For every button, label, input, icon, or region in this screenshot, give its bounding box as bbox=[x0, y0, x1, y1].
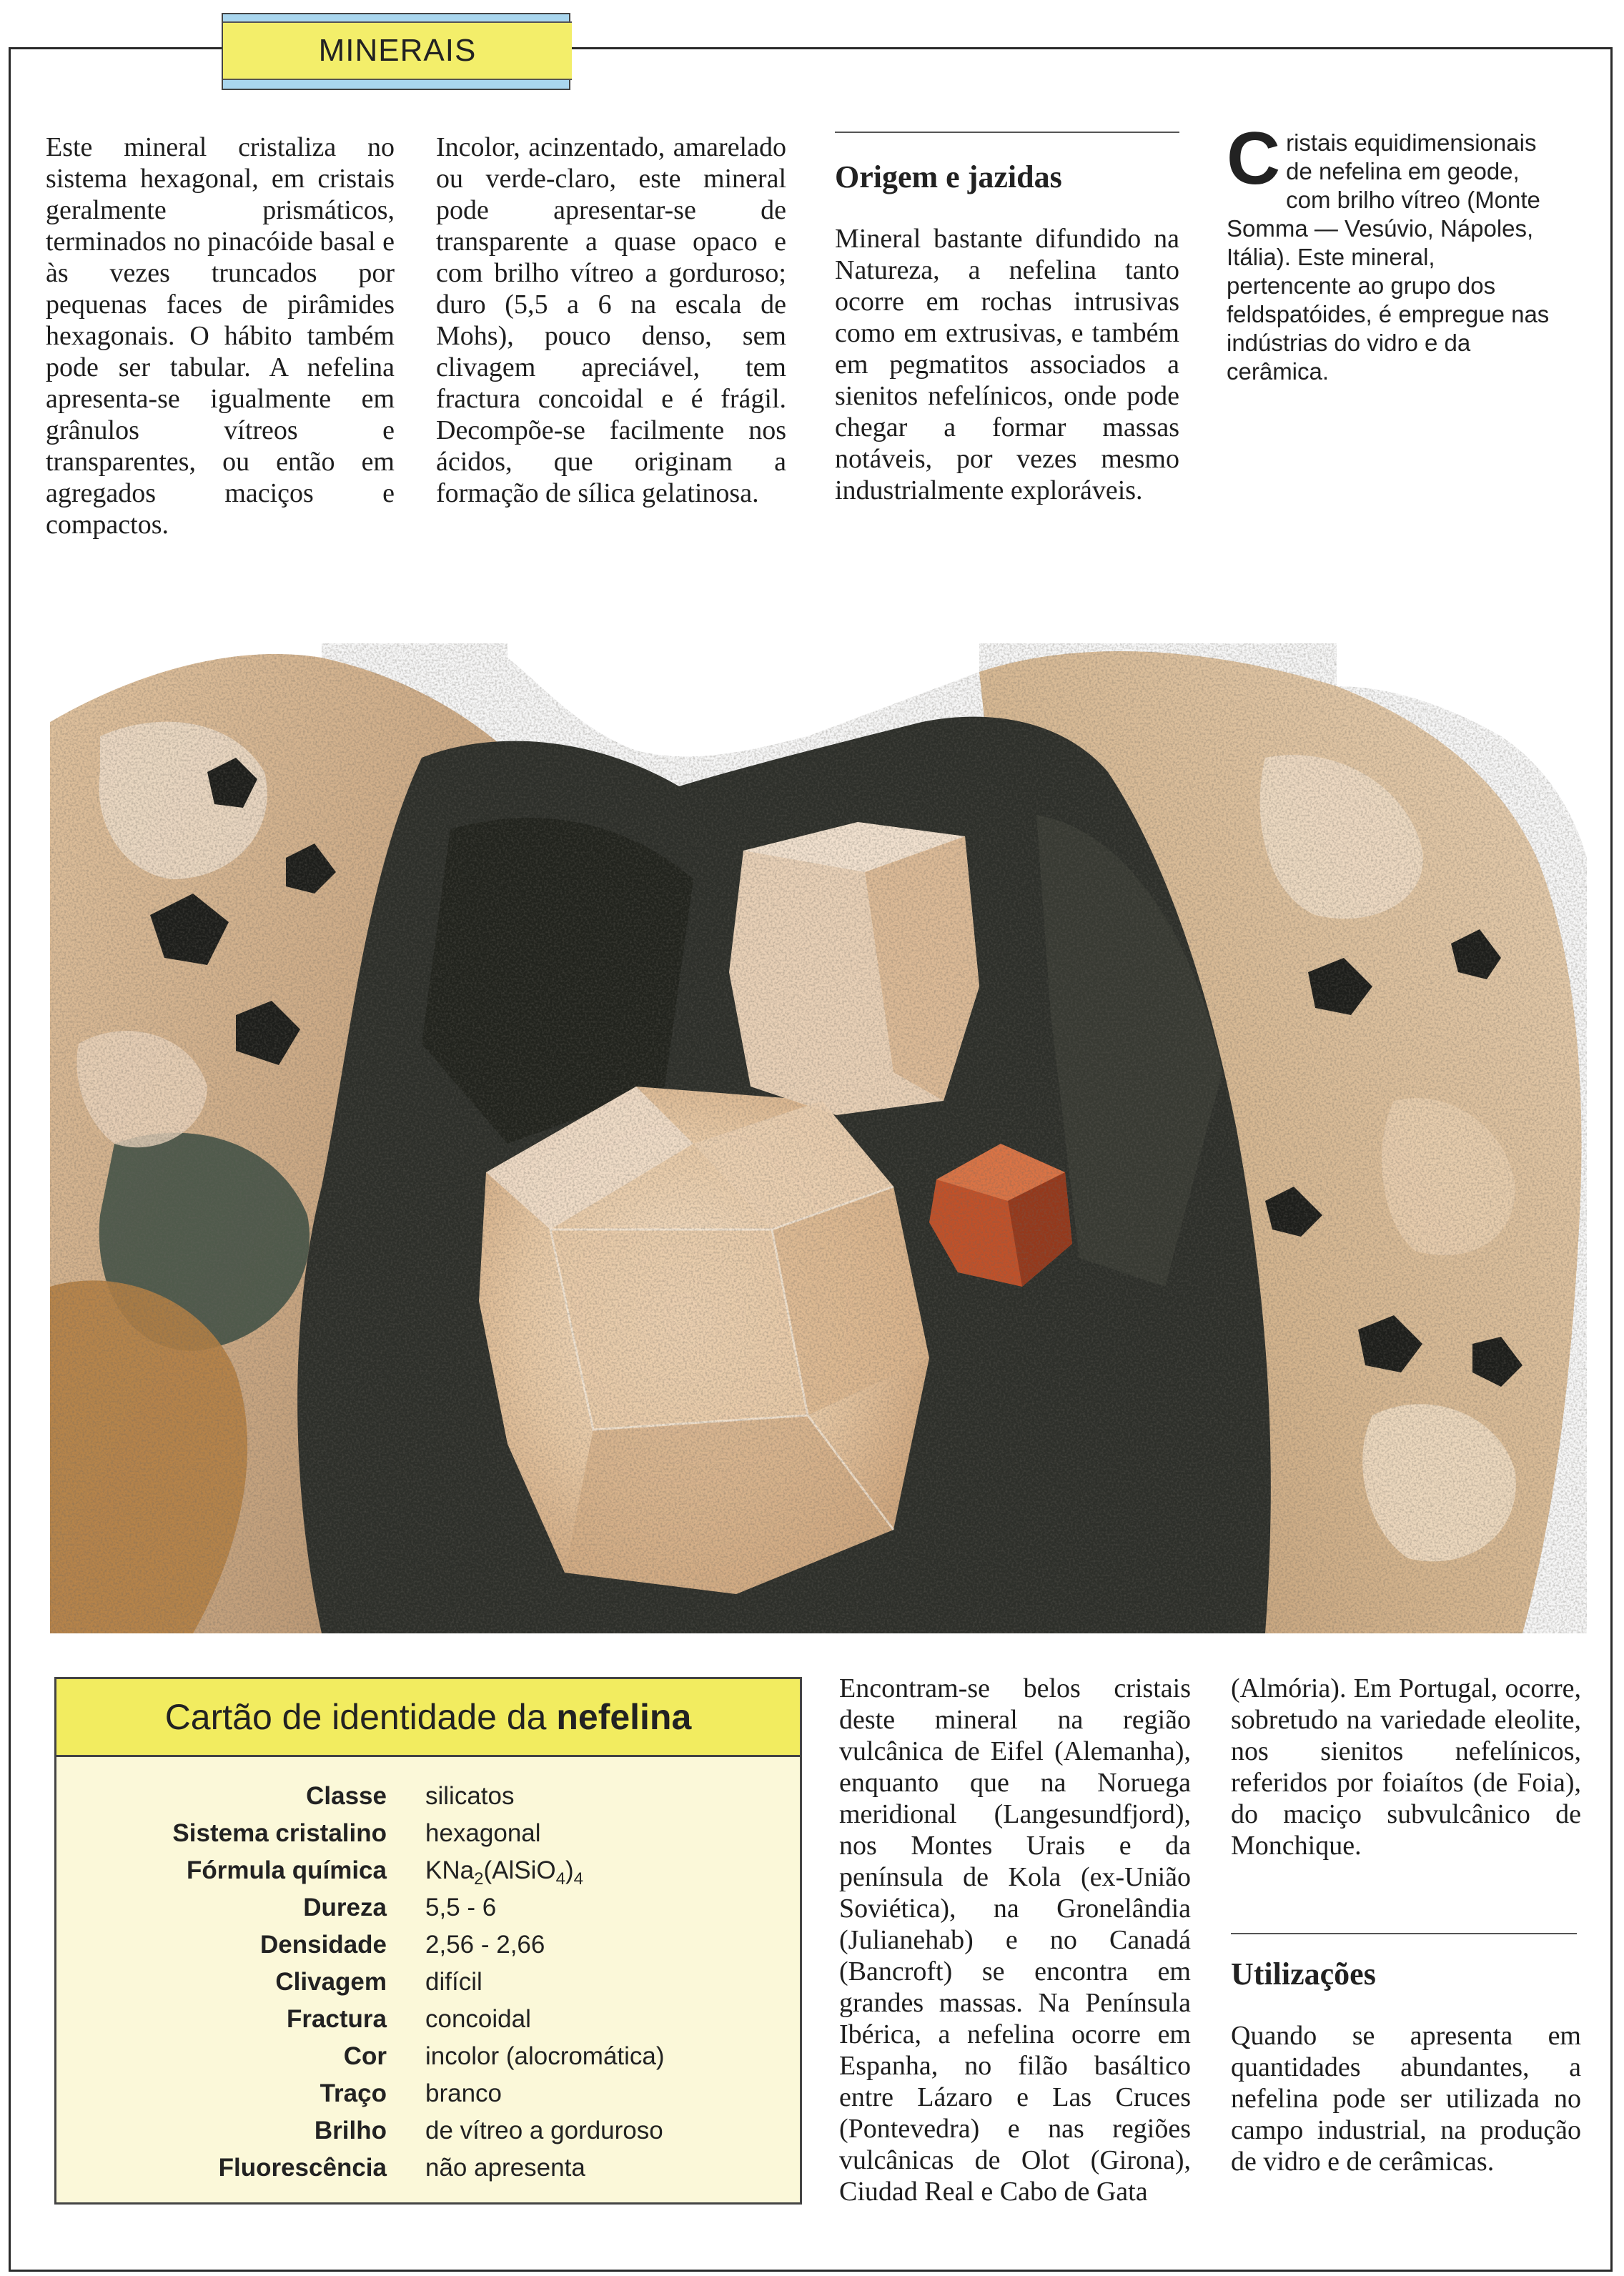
identity-card-title-prefix: Cartão de identidade da bbox=[164, 1697, 557, 1737]
origem-text: Mineral bastante difundido na Natureza, a nefelina tanto ocorre em rochas intrusivas como em extrusivas, e também em pegmatitos associados a sienitos nefelínicos, onde pode chegar a formar massas notáveis, por vezes mesmo industrialmente exploráveis. bbox=[835, 224, 1179, 505]
jazidas-column bbox=[839, 1673, 1191, 2207]
id-value: hexagonal bbox=[425, 1819, 541, 1847]
jazidas-text: Encontram-se belos cristais deste mineral na região vulcânica de Eifel (Alemanha), enquanto que na Noruega meridional (Langesundfjord), nos Montes Urais e da península de Kola (ex-União Soviética), na Gronelândia (Julianehab) e no Canadá (Bancroft) se encontra em grandes massas. Na Península Ibérica, a nefelina ocorre em Espanha, no filão basáltico entre Lázaro e Las Cruces (Pontevedra) e nas regiões vulcânicas de Olot (Girona), Ciudad Real e Cabo de Gata bbox=[839, 1673, 1191, 2207]
caption-text: ristais equidimensionais de nefelina em geode, com brilho vítreo (Monte Somma — Vesúvio, Nápoles, Itália). Este mineral, pertencente ao grupo dos feldspatóides, é empregue nas indústrias do vidro e da cerâmica. bbox=[1227, 129, 1550, 385]
id-value: de vítreo a gorduroso bbox=[425, 2117, 663, 2144]
id-value: silicatos bbox=[425, 1782, 515, 1810]
id-label: Densidade bbox=[260, 1931, 387, 1959]
id-row-fractura bbox=[56, 2001, 800, 2038]
utilizacoes-column bbox=[1231, 2020, 1581, 2177]
id-row-classe bbox=[56, 1778, 800, 1815]
portugal-text: (Almória). Em Portugal, ocorre, sobretudo na variedade eleolite, nos sienitos nefelínicos, referidos por foiaítos (de Foia), do maciço subvulcânico de Monchique. bbox=[1231, 1673, 1581, 1861]
id-label: Fórmula química bbox=[186, 1856, 387, 1884]
id-value: não apresenta bbox=[425, 2154, 585, 2182]
id-row-formula bbox=[56, 1852, 800, 1889]
intro-paragraph-1: Este mineral cristaliza no sistema hexagonal, em cristais geralmente prismáticos, terminados no pinacóide basal e às vezes truncados por pequenas faces de pirâmides hexagonais. O hábito também pode ser tabular. A nefelina apresenta-se igualmente em grânulos vítreos e transparentes, ou então em agregados maciços e compactos. bbox=[46, 132, 395, 540]
utilizacoes-heading: Utilizações bbox=[1231, 1956, 1376, 1991]
section-tab bbox=[222, 13, 570, 90]
intro-column-1 bbox=[46, 132, 395, 540]
id-row-clivagem bbox=[56, 1964, 800, 2001]
utilizacoes-rule bbox=[1231, 1933, 1577, 1934]
id-label: Sistema cristalino bbox=[172, 1819, 387, 1847]
id-value: concoidal bbox=[425, 2005, 531, 2033]
id-value: 2,56 - 2,66 bbox=[425, 1931, 545, 1959]
utilizacoes-text: Quando se apresenta em quantidades abundantes, a nefelina pode ser utilizada no campo industrial, na produção de vidro e de cerâmicas. bbox=[1231, 2021, 1581, 2177]
id-value: difícil bbox=[425, 1968, 482, 1996]
origem-heading: Origem e jazidas bbox=[835, 159, 1062, 194]
id-row-cor bbox=[56, 2038, 800, 2075]
id-label: Classe bbox=[306, 1782, 387, 1810]
origem-column bbox=[835, 223, 1179, 506]
id-label: Fluorescência bbox=[218, 2154, 387, 2182]
origem-rule bbox=[835, 132, 1179, 133]
identity-card bbox=[54, 1677, 802, 2205]
id-row-densidade bbox=[56, 1926, 800, 1964]
chemical-formula: $KNa_2(AlSiO_4)_4$ bbox=[425, 1856, 583, 1889]
id-value: incolor (alocromática) bbox=[425, 2042, 665, 2070]
id-value: branco bbox=[425, 2079, 502, 2107]
identity-card-title bbox=[56, 1679, 800, 1757]
mineral-photo bbox=[50, 643, 1587, 1633]
intro-paragraph-2: Incolor, acinzentado, amarelado ou verde-claro, este mineral pode apresentar-se de transparente a quase opaco e com brilho vítreo a gorduroso; duro (5,5 a 6 na escala de Mohs), pouco denso, sem clivagem apreciável, tem fractura concoidal e é frágil. Decompõe-se facilmente nos ácidos, que originam a formação de sílica gelatinosa. bbox=[436, 132, 786, 508]
id-row-sistema bbox=[56, 1815, 800, 1852]
id-label: Traço bbox=[320, 2079, 387, 2107]
id-row-fluorescencia bbox=[56, 2149, 800, 2187]
id-label: Dureza bbox=[303, 1894, 387, 1921]
id-row-traco bbox=[56, 2075, 800, 2112]
portugal-column bbox=[1231, 1673, 1581, 1861]
id-row-brilho bbox=[56, 2112, 800, 2149]
section-tab-label: MINERAIS bbox=[223, 21, 572, 80]
id-label: Fractura bbox=[286, 2005, 387, 2033]
id-label: Cor bbox=[343, 2042, 387, 2070]
identity-card-rows bbox=[56, 1778, 800, 2187]
id-value: 5,5 - 6 bbox=[425, 1894, 497, 1921]
photo-caption bbox=[1227, 117, 1560, 386]
id-label: Clivagem bbox=[275, 1968, 387, 1996]
intro-column-2 bbox=[436, 132, 786, 509]
id-row-dureza bbox=[56, 1889, 800, 1926]
caption-dropcap: C bbox=[1227, 117, 1281, 200]
identity-card-title-mineral: nefelina bbox=[556, 1697, 692, 1737]
id-label: Brilho bbox=[314, 2117, 387, 2144]
